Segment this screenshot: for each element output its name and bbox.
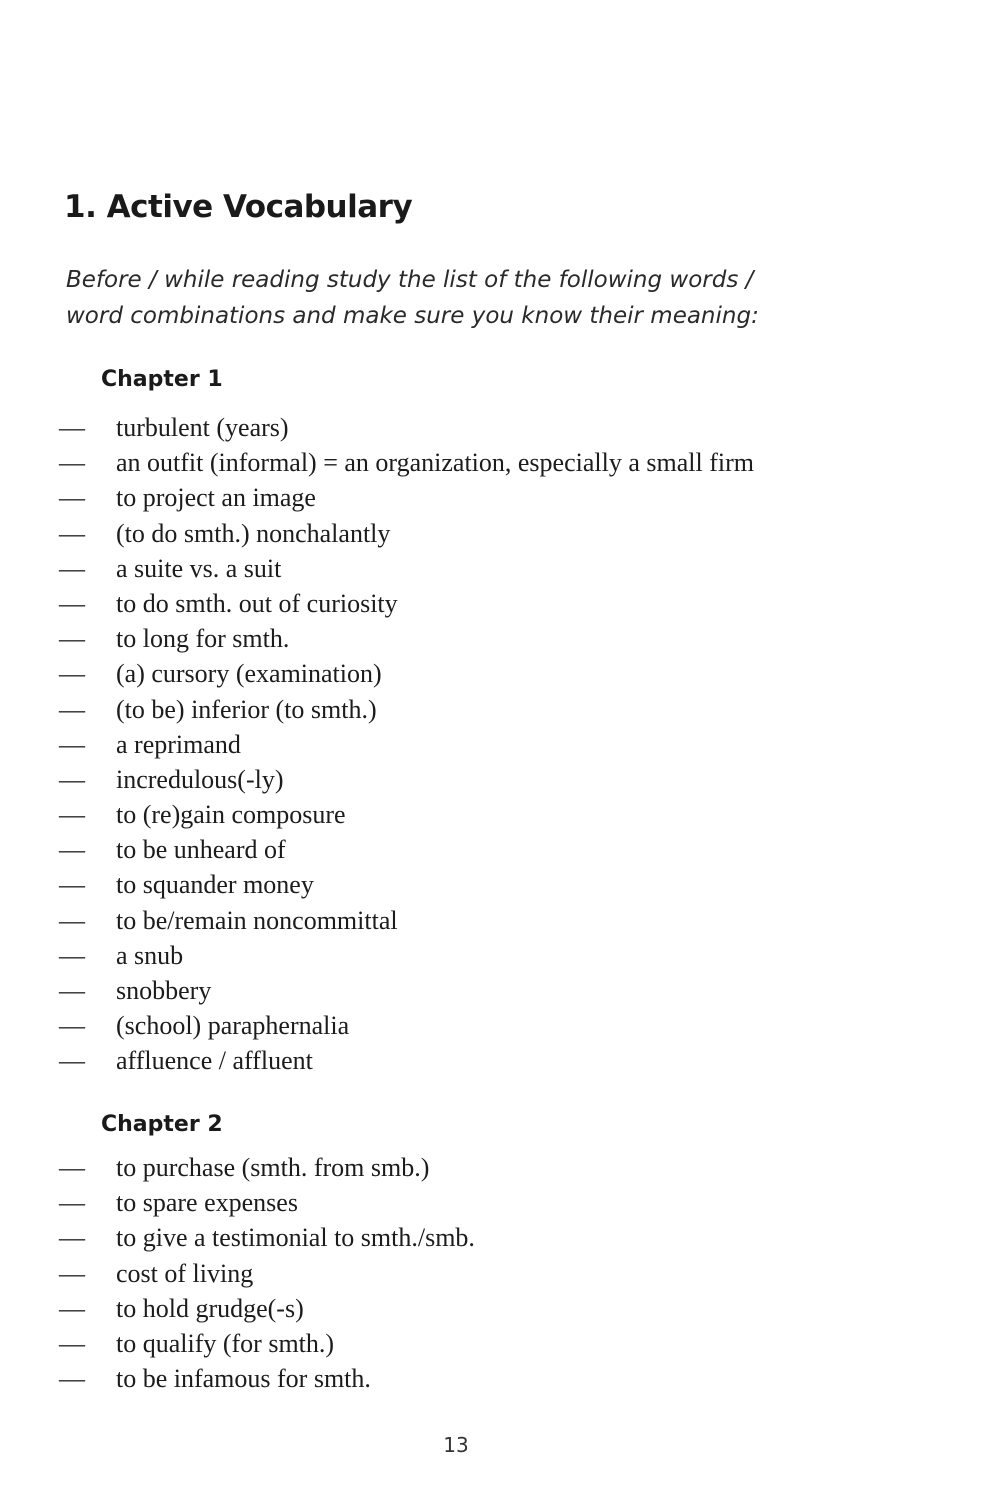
vocabulary-term: to be unheard of xyxy=(116,835,286,865)
list-dash-marker: — xyxy=(59,659,85,689)
vocabulary-term: (school) paraphernalia xyxy=(116,1011,350,1041)
vocabulary-term: to long for smth. xyxy=(116,624,290,654)
list-dash-marker: — xyxy=(59,1328,85,1358)
vocabulary-term: to qualify (for smth.) xyxy=(116,1328,335,1358)
vocabulary-term: (to do smth.) nonchalantly xyxy=(116,518,391,548)
vocabulary-term: to squander money xyxy=(116,870,314,900)
vocabulary-term: to purchase (smth. from smb.) xyxy=(116,1153,430,1182)
section-heading: 1. Active Vocabulary xyxy=(64,189,413,225)
vocabulary-term: to give a testimonial to smth./smb. xyxy=(116,1223,475,1253)
vocabulary-term: to hold grudge(-s) xyxy=(116,1293,304,1323)
list-dash-marker: — xyxy=(59,870,85,900)
instruction-line-2: word combinations and make sure you know their meaning: xyxy=(66,303,759,329)
list-dash-marker: — xyxy=(59,976,85,1005)
list-dash-marker: — xyxy=(59,553,85,583)
list-dash-marker: — xyxy=(59,905,85,935)
list-dash-marker: — xyxy=(59,1046,85,1076)
vocabulary-term: incredulous(-ly) xyxy=(116,764,284,794)
list-dash-marker: — xyxy=(59,624,85,654)
list-dash-marker: — xyxy=(59,1258,85,1288)
list-dash-marker: — xyxy=(59,588,85,618)
chapter-1-title: Chapter 1 xyxy=(101,367,223,392)
vocabulary-term: to be infamous for smth. xyxy=(116,1364,371,1394)
list-dash-marker: — xyxy=(59,483,85,513)
list-dash-marker: — xyxy=(59,1364,85,1394)
list-dash-marker: — xyxy=(59,448,85,478)
list-dash-marker: — xyxy=(59,940,85,970)
vocabulary-term: (a) cursory (examination) xyxy=(116,659,382,689)
vocabulary-term: to project an image xyxy=(116,483,316,513)
vocabulary-term: a reprimand xyxy=(116,729,241,759)
vocabulary-term: snobbery xyxy=(116,976,212,1005)
vocabulary-term: to (re)gain composure xyxy=(116,800,346,830)
vocabulary-term: an outfit (informal) = an organization, especially a small firm xyxy=(116,448,754,478)
vocabulary-term: (to be) inferior (to smth.) xyxy=(116,694,377,724)
instruction-line-1: Before / while reading study the list of the following words / xyxy=(66,267,754,293)
list-dash-marker: — xyxy=(59,1293,85,1323)
chapter-2-title: Chapter 2 xyxy=(101,1112,223,1137)
vocabulary-term: to do smth. out of curiosity xyxy=(116,588,398,618)
list-dash-marker: — xyxy=(59,729,85,759)
vocabulary-term: to spare expenses xyxy=(116,1188,298,1218)
list-dash-marker: — xyxy=(59,694,85,724)
vocabulary-term: a snub xyxy=(116,940,184,970)
list-dash-marker: — xyxy=(59,518,85,548)
vocabulary-term: turbulent (years) xyxy=(116,413,289,442)
list-dash-marker: — xyxy=(59,764,85,794)
vocabulary-term: cost of living xyxy=(116,1258,254,1288)
list-dash-marker: — xyxy=(59,800,85,830)
vocabulary-term: a suite vs. a suit xyxy=(116,553,282,583)
vocabulary-term: to be/remain noncommittal xyxy=(116,905,398,935)
list-dash-marker: — xyxy=(59,1011,85,1041)
vocabulary-term: affluence / affluent xyxy=(116,1046,313,1076)
list-dash-marker: — xyxy=(59,413,85,442)
page-number: 13 xyxy=(443,1433,469,1457)
list-dash-marker: — xyxy=(59,835,85,865)
list-dash-marker: — xyxy=(59,1153,85,1182)
instruction-text xyxy=(66,262,866,334)
list-dash-marker: — xyxy=(59,1223,85,1253)
list-dash-marker: — xyxy=(59,1188,85,1218)
